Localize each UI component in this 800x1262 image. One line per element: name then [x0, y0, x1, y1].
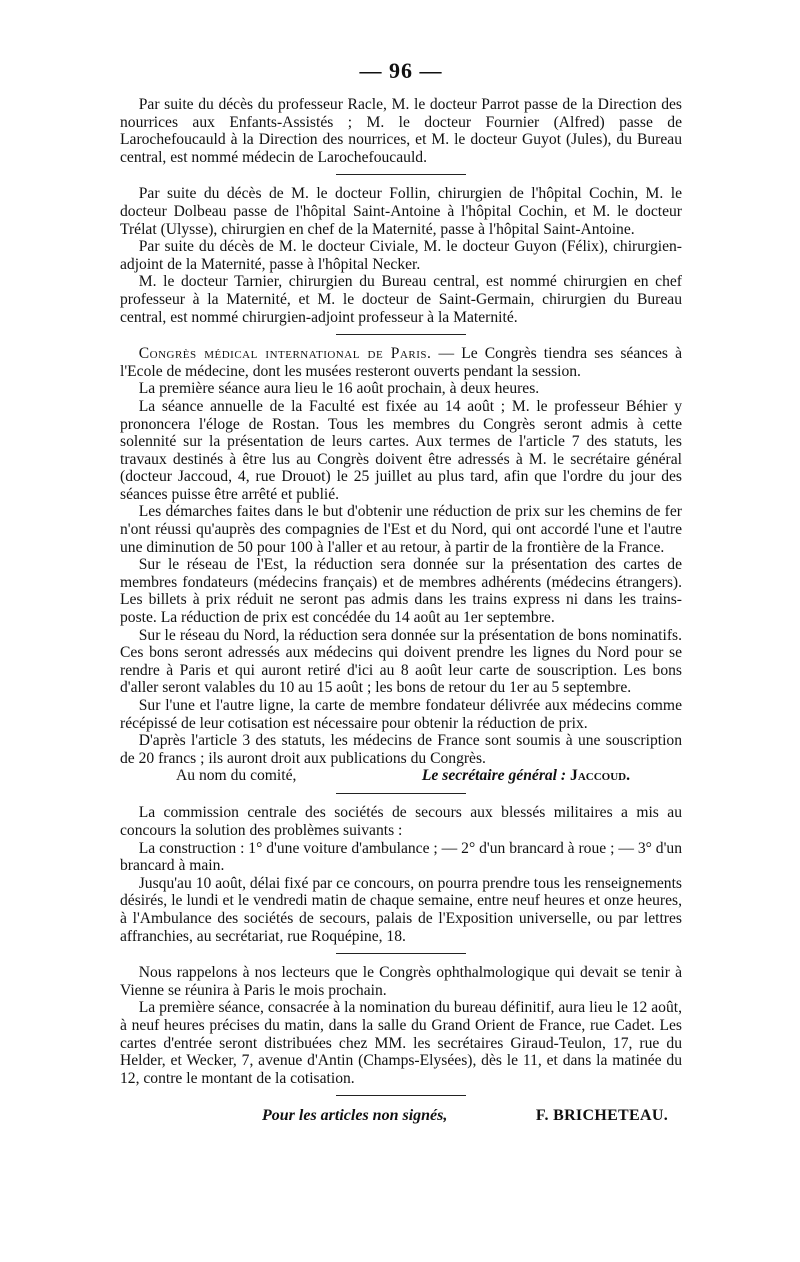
paragraph-seance-annuelle: La séance annuelle de la Faculté est fixée au 14 août ; M. le professeur Béhier y prononcera l'éloge de Rostan. Tous les membres du Congrès seront admis à cette solennité sur la présentation de leurs cartes. Aux termes de l'article 7 des statuts, les travaux destinés à être lus au Congrès doivent être adressés à M. le secrétaire général (docteur Jaccoud, 4, rue Drouot) le 25 juillet au plus tard, afin que l'ordre du jour des séances puisse être arrêté et publié. [120, 397, 682, 503]
congres-intro-text: — Le Congrès tiendra ses séances à l'Ecole de médecine, dont les musées resteront ouverts pendant la session. [120, 345, 682, 380]
paragraph-premiere-seance: La première séance aura lieu le 16 août prochain, à deux heures. [138, 380, 540, 398]
signature-role: Le secrétaire général : [421, 767, 567, 785]
signature-left: Au nom du comité, [176, 767, 297, 785]
paragraph-deces-follin: Par suite du décès de M. le docteur Follin, chirurgien de l'hôpital Cochin, M. le docteur Dolbeau passe de l'hôpital Saint-Antoine à l'hôpital Cochin, et M. le docteur Trélat (Ulysse), chirurgien en chef de la Maternité, passe à l'hôpital Saint-Antoine. [120, 185, 682, 238]
paragraph-deces-civiale: Par suite du décès de M. le docteur Civiale, M. le docteur Guyon (Félix), chirurgien-adjoint de la Maternité, passe à l'hôpital Necker. [120, 238, 682, 273]
paragraph-tarnier: M. le docteur Tarnier, chirurgien du Bureau central, est nommé chirurgien en chef professeur à la Maternité, et M. le docteur de Saint-Germain, chirurgien du Bureau central, est nommé chirurgien-adjoint professeur à la Maternité. [120, 273, 682, 326]
paragraph-congres-intro [120, 345, 682, 380]
paragraph-statuts: D'après l'article 3 des statuts, les médecins de France sont soumis à une souscription de 20 francs ; ils auront droit aux publications du Congrès. [120, 732, 682, 767]
congres-heading: Congrès médical international de Paris. [138, 345, 432, 363]
paragraph-reseau-est: Sur le réseau de l'Est, la réduction sera donnée sur la présentation des cartes de membres fondateurs (médecins français) et de membres adhérents (médecins étrangers). Les billets à prix réduit ne seront pas admis dans les trains express ni dans les trains-poste. La réduction de prix est concédée du 14 août au 1er septembre. [120, 556, 682, 627]
paragraph-premiere-seance-ophthalmo: La première séance, consacrée à la nomination du bureau définitif, aura lieu le 12 août, à neuf heures précises du matin, dans la salle du Grand Orient de France, rue Cadet. Les cartes d'entrée seront distribuées chez MM. les secrétaires Giraud-Teulon, 17, rue du Helder, et Wecker, 7, avenue d'Antin (Champs-Elysées), dès le 11, et dans la matinée du 12, contre le montant de la cotisation. [120, 999, 682, 1087]
paragraph-congres-ophthalmo: Nous rappelons à nos lecteurs que le Congrès ophthalmologique qui devait se tenir à Vienne se réunira à Paris le mois prochain. [120, 964, 682, 999]
section-divider [336, 334, 466, 335]
paragraph-reseau-nord: Sur le réseau du Nord, la réduction sera donnée sur la présentation de bons nominatifs. Ces bons seront adressés aux médecins qui doivent prendre les lignes du Nord pour se rendre à Paris et qui auront retiré d'ici au 8 août leur carte de souscription. Les bons d'aller seront valables du 10 au 15 août ; les bons de retour du 1er au 5 septembre. [120, 626, 682, 697]
paragraph-construction: La construction : 1° d'une voiture d'ambulance ; — 2° d'un brancard à roue ; — 3° d'un brancard à main. [120, 839, 682, 875]
paragraph-deces-racle: Par suite du décès du professeur Racle, M. le docteur Parrot passe de la Direction des nourrices aux Enfants-Assistés ; M. le docteur Fournier (Alfred) passe de Larochefoucauld à la Direction des nourrices, et M. le docteur Guyot (Jules), du Bureau central, est nommé médecin de Larochefoucauld. [120, 96, 682, 166]
paragraph-renseignements: Jusqu'au 10 août, délai fixé par ce concours, on pourra prendre tous les renseignements désirés, le lundi et le vendredi matin de chaque semaine, entre neuf heures et onze heures, à l'Ambulance des sociétés de secours, palais de l'Exposition universelle, ou par lettres affranchies, au secrétariat, rue Roquépine, 18. [120, 874, 682, 945]
section-divider [336, 793, 466, 794]
footer-author: F. BRICHETEAU. [535, 1107, 668, 1125]
section-divider [336, 1095, 466, 1096]
section-divider [336, 174, 466, 175]
page-number: — 96 — [359, 58, 443, 83]
signature-right [422, 767, 630, 785]
signature-name: Jaccoud. [570, 767, 630, 785]
signature-line [120, 767, 682, 785]
paragraph-chemins-de-fer: Les démarches faites dans le but d'obtenir une réduction de prix sur les chemins de fer n'ont réussi qu'auprès des compagnies de l'Est et du Nord, qui ont accordé l'une et l'autre une diminution de 50 pour 100 à l'aller et au retour, à partir de la frontière de la France. [120, 503, 682, 556]
paragraph-carte-membre: Sur l'une et l'autre ligne, la carte de membre fondateur délivrée aux médecins comme récépissé de leur cotisation est nécessaire pour obtenir la réduction de prix. [120, 697, 682, 732]
footer-label: Pour les articles non signés, [262, 1107, 448, 1125]
paragraph-commission: La commission centrale des sociétés de secours aux blessés militaires a mis au concours la solution des problèmes suivants : [120, 804, 682, 839]
section-divider [336, 953, 466, 954]
footer-signature [120, 1106, 682, 1126]
